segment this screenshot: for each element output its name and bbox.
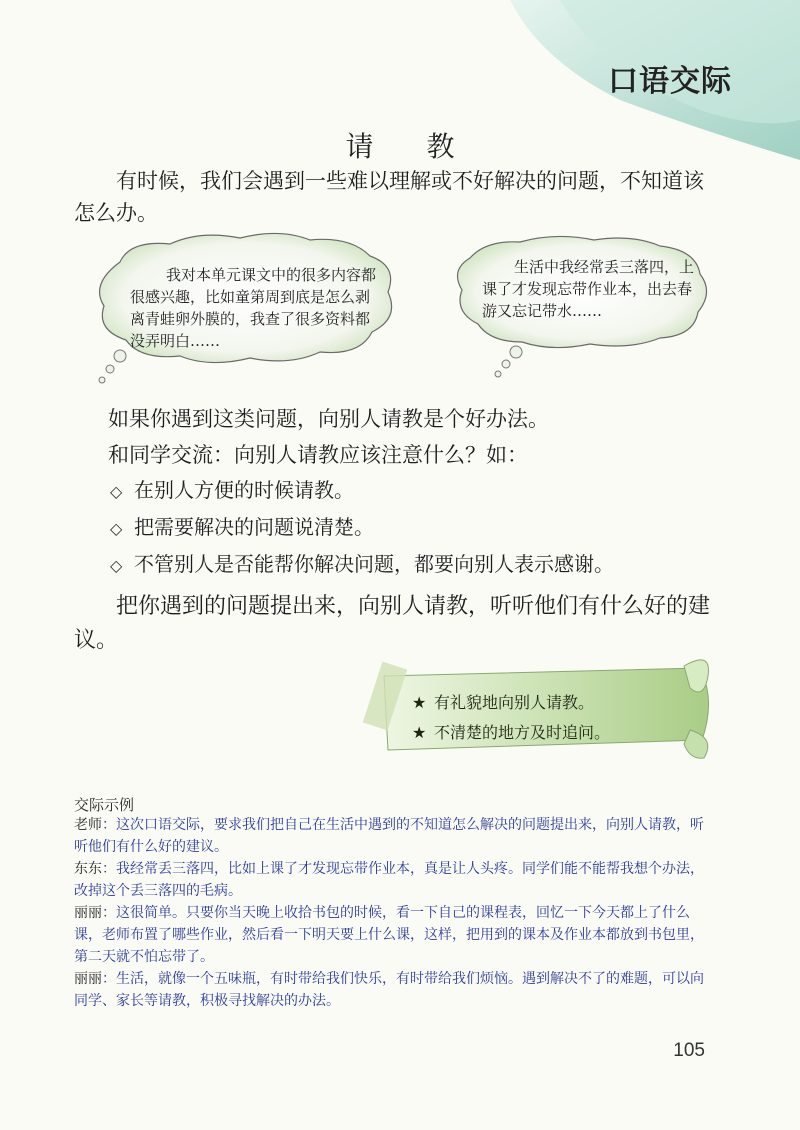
- star-icon: ★: [412, 693, 427, 712]
- scroll-tip-item: [412, 718, 610, 748]
- dialogue-line: [74, 814, 714, 858]
- list-item: [110, 472, 710, 509]
- diamond-icon: ◇: [110, 556, 123, 575]
- speaker-name: 丽丽: [74, 971, 102, 987]
- tip-text: 不管别人是否能帮你解决问题，都要向别人表示感谢。: [134, 552, 614, 576]
- scroll-tips: [412, 688, 610, 748]
- dialogue-line: [74, 858, 714, 902]
- diamond-icon: ◇: [110, 482, 123, 501]
- scroll-tip-text: 有礼貌地向别人请教。: [434, 693, 595, 712]
- example-heading: 交际示例: [74, 796, 135, 814]
- star-icon: ★: [412, 723, 427, 742]
- tip-text: 把需要解决的问题说清楚。: [134, 515, 374, 539]
- section-title: 口语交际: [608, 64, 732, 99]
- speaker-name: 东东: [74, 861, 102, 877]
- page-number: 105: [673, 1040, 705, 1061]
- speaker-name: 老师: [74, 817, 102, 833]
- lesson-title: 请 教: [345, 130, 477, 163]
- dialogue-text: ：这很简单。只要你当天晚上收拾书包的时候，看一下自己的课程表，回忆一下今天都上了什么课，老师布置了哪些作业，然后看一下明天要上什么课，这样，把用到的课本及作业本都放到书包里，第二天就不怕忘带了。: [74, 905, 704, 965]
- dialogue-line: [74, 902, 714, 968]
- if-paragraph: 如果你遇到这类问题，向别人请教是个好办法。: [108, 407, 549, 431]
- tip-text: 在别人方便的时候请教。: [134, 478, 354, 502]
- speaker-name: 丽丽: [74, 905, 102, 921]
- ask-paragraph: 把你遇到的问题提出来，向别人请教，听听他们有什么好的建议。: [74, 594, 711, 653]
- example-dialogue: [74, 814, 714, 1012]
- dialogue-line: [74, 968, 714, 1012]
- dialogue-text: ：我经常丢三落四，比如上课了才发现忘带作业本，真是让人头疼。同学们能不能帮我想个办法，改掉这个丢三落四的毛病。: [74, 861, 704, 899]
- list-item: [110, 509, 710, 546]
- dialogue-text: ：这次口语交际，要求我们把自己在生活中遇到的不知道怎么解决的问题提出来，向别人请教，听听他们有什么好的建议。: [74, 817, 704, 855]
- list-item: [110, 546, 710, 583]
- tips-list: [110, 472, 710, 583]
- discuss-paragraph: 和同学交流：向别人请教应该注意什么？如：: [108, 443, 528, 467]
- dialogue-text: ：生活，就像一个五味瓶，有时带给我们快乐，有时带给我们烦恼。遇到解决不了的难题，可以向同学、家长等请教，积极寻找解决的办法。: [74, 971, 704, 1009]
- right-thought-bubble: 生活中我经常丢三落四，上课了才发现忘带作业本，出去春游又忘记带水……: [482, 258, 695, 320]
- intro-paragraph: 有时候，我们会遇到一些难以理解或不好解决的问题，不知道该怎么办。: [74, 169, 704, 225]
- left-thought-bubble: 我对本单元课文中的很多内容都很感兴趣，比如童第周到底是怎么剥离青蛙卵外膜的，我查了很多资料都没弄明白……: [130, 266, 377, 350]
- diamond-icon: ◇: [110, 519, 123, 538]
- scroll-tip-item: [412, 688, 610, 718]
- scroll-tip-text: 不清楚的地方及时追问。: [434, 723, 611, 742]
